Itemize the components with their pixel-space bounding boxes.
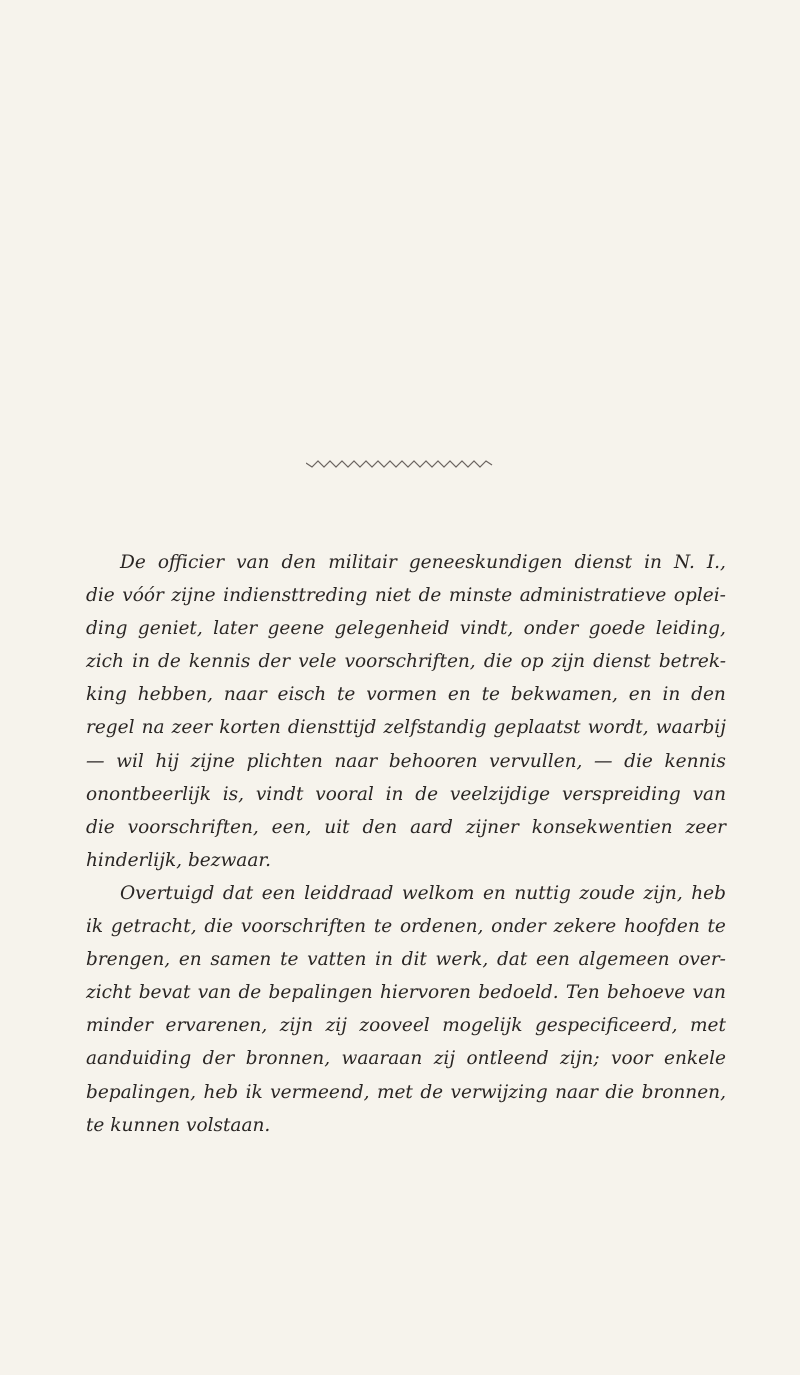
- word: gespecificeerd,: [534, 1015, 678, 1037]
- word: Overtuigd: [120, 882, 215, 904]
- word: de: [238, 982, 262, 1004]
- word: vindt,: [459, 618, 514, 640]
- text-line: [86, 612, 726, 645]
- word: heb: [203, 1081, 239, 1103]
- word: voorschriften,: [127, 816, 259, 838]
- word: dienst: [574, 552, 633, 573]
- word: ik: [86, 916, 104, 938]
- word: behoeve: [606, 982, 686, 1004]
- word: van: [236, 552, 270, 573]
- word: bronnen,: [245, 1048, 331, 1070]
- word: militair: [328, 552, 397, 573]
- word: der: [258, 651, 291, 673]
- word: voorschriften,: [344, 651, 476, 673]
- word: in: [662, 684, 681, 706]
- word: aanduiding: [86, 1048, 192, 1070]
- word: oplei-: [673, 585, 726, 607]
- word: naar: [555, 1081, 598, 1103]
- word: De: [120, 552, 146, 573]
- word: een,: [271, 816, 312, 838]
- word: aard: [410, 816, 453, 838]
- word: naar: [223, 684, 267, 706]
- text-line: [86, 976, 726, 1009]
- word: bronnen,: [641, 1081, 726, 1103]
- word: zij: [325, 1015, 347, 1037]
- word: kunnen: [110, 1114, 181, 1136]
- word: waaraan: [341, 1048, 423, 1070]
- word: verspreiding: [561, 783, 681, 805]
- word: na: [141, 717, 165, 739]
- word: dat: [496, 949, 528, 971]
- word: is,: [222, 783, 245, 805]
- word: diensttijd: [287, 717, 377, 739]
- word: N.: [673, 552, 695, 573]
- word: onder: [523, 618, 579, 640]
- word: ervarenen,: [165, 1015, 268, 1037]
- word: minste: [448, 585, 513, 607]
- word: over-: [678, 949, 726, 971]
- word: mogelijk: [442, 1015, 523, 1037]
- word: geene: [267, 618, 325, 640]
- word: kennis: [664, 750, 726, 772]
- word: —: [593, 750, 613, 772]
- word: king: [86, 684, 127, 706]
- text-line: [86, 1009, 726, 1042]
- word: een: [261, 882, 296, 904]
- word: konsekwentien: [531, 816, 673, 838]
- word: vele: [298, 651, 337, 673]
- word: minder: [86, 1015, 154, 1037]
- text-line: [86, 1042, 726, 1075]
- word: te: [336, 684, 356, 706]
- word: de: [420, 1081, 444, 1103]
- text-line: [86, 745, 726, 778]
- word: zijn;: [560, 1048, 600, 1070]
- word: vatten: [307, 949, 367, 971]
- word: officier: [157, 552, 225, 573]
- word: I.,: [706, 552, 726, 573]
- word: bekwamen,: [510, 684, 618, 706]
- word: behooren: [388, 750, 478, 772]
- word: —: [86, 750, 105, 772]
- word: van: [692, 982, 726, 1004]
- word: waarbij: [655, 717, 726, 739]
- word: op: [520, 651, 544, 673]
- word: verwijzing: [450, 1081, 548, 1103]
- word: bedoeld.: [478, 982, 559, 1004]
- word: zij: [433, 1048, 456, 1070]
- word: bepalingen,: [86, 1081, 196, 1103]
- word: welkom: [401, 882, 475, 904]
- word: bevat: [138, 982, 191, 1004]
- word: die: [204, 916, 234, 938]
- text-line: [86, 1109, 726, 1142]
- word: ding: [86, 618, 128, 640]
- text-line: [86, 678, 726, 711]
- word: den: [281, 552, 317, 573]
- word: Ten: [565, 982, 600, 1004]
- word: zeer: [685, 816, 726, 838]
- word: geplaatst: [493, 717, 581, 739]
- word: vervullen,: [489, 750, 583, 772]
- word: te: [707, 916, 726, 938]
- word: hij: [155, 750, 179, 772]
- word: indiensttreding: [223, 585, 368, 607]
- word: die: [483, 651, 513, 673]
- word: dit: [401, 949, 427, 971]
- word: volstaan.: [186, 1114, 271, 1136]
- word: met: [376, 1081, 413, 1103]
- word: de: [158, 651, 181, 673]
- text-line: [86, 844, 726, 877]
- word: zicht: [86, 982, 132, 1004]
- word: leiding,: [655, 618, 726, 640]
- word: van: [692, 783, 726, 805]
- word: geniet,: [137, 618, 203, 640]
- word: een: [535, 949, 570, 971]
- text-line: [86, 811, 726, 844]
- word: in: [132, 651, 150, 673]
- text-line: [86, 645, 726, 678]
- word: bepalingen: [268, 982, 373, 1004]
- word: te: [280, 949, 299, 971]
- word: zoude: [579, 882, 635, 904]
- word: voor: [611, 1048, 653, 1070]
- word: zelfstandig: [383, 717, 487, 739]
- text-line: [86, 943, 726, 976]
- word: niet: [374, 585, 412, 607]
- word: voorschriften: [240, 916, 367, 938]
- word: algemeen: [578, 949, 670, 971]
- word: te: [481, 684, 500, 706]
- word: dat: [222, 882, 254, 904]
- word: heb: [691, 882, 726, 904]
- word: zich: [86, 651, 124, 673]
- word: vermeend,: [270, 1081, 370, 1103]
- word: betrek-: [658, 651, 726, 673]
- word: wil: [116, 750, 144, 772]
- word: den: [691, 684, 726, 706]
- word: plichten: [246, 750, 323, 772]
- word: wordt,: [587, 717, 649, 739]
- word: de: [415, 783, 439, 805]
- text-line: [86, 778, 726, 811]
- word: zijner: [465, 816, 519, 838]
- word: enkele: [664, 1048, 726, 1070]
- word: vóór: [122, 585, 164, 607]
- word: zijn: [551, 651, 586, 673]
- decorative-rule-ornament: [306, 458, 494, 470]
- word: kennis: [188, 651, 251, 673]
- word: zekere: [553, 916, 617, 938]
- word: ontleend: [466, 1048, 549, 1070]
- word: bezwaar.: [187, 849, 272, 871]
- word: brengen,: [86, 949, 171, 971]
- word: vindt: [255, 783, 304, 805]
- word: onder: [491, 916, 546, 938]
- word: zeer: [171, 717, 213, 739]
- word: hebben,: [137, 684, 214, 706]
- word: werk,: [435, 949, 489, 971]
- word: der: [202, 1048, 235, 1070]
- text-line: [86, 877, 726, 910]
- word: hinderlijk,: [86, 849, 183, 871]
- word: de: [418, 585, 442, 607]
- word: in: [385, 783, 404, 805]
- word: die: [624, 750, 653, 772]
- word: en: [482, 882, 506, 904]
- word: zijn,: [643, 882, 683, 904]
- word: gelegenheid: [334, 618, 450, 640]
- word: den: [362, 816, 398, 838]
- word: te: [373, 916, 393, 938]
- word: administratieve: [519, 585, 667, 607]
- word: goede: [588, 618, 646, 640]
- word: uit: [324, 816, 350, 838]
- text-line: [86, 546, 726, 579]
- word: leiddraad: [304, 882, 394, 904]
- text-line: [86, 910, 726, 943]
- word: zijn: [279, 1015, 314, 1037]
- word: samen: [210, 949, 272, 971]
- word: zijne: [190, 750, 235, 772]
- word: zooveel: [359, 1015, 430, 1037]
- word: geneeskundigen: [408, 552, 563, 573]
- word: en: [178, 949, 202, 971]
- word: te: [86, 1114, 105, 1136]
- word: in: [375, 949, 393, 971]
- word: en: [447, 684, 471, 706]
- word: veelzijdige: [449, 783, 551, 805]
- word: ik: [245, 1081, 263, 1103]
- word: hoofden: [623, 916, 700, 938]
- text-line: [86, 579, 726, 612]
- word: zijne: [171, 585, 216, 607]
- word: later: [213, 618, 258, 640]
- word: getracht,: [110, 916, 197, 938]
- word: die: [605, 1081, 635, 1103]
- text-line: [86, 711, 726, 744]
- word: hiervoren: [379, 982, 471, 1004]
- word: korten: [219, 717, 281, 739]
- word: regel: [86, 717, 135, 739]
- word: nuttig: [514, 882, 571, 904]
- word: naar: [334, 750, 378, 772]
- word: onontbeerlijk: [86, 783, 211, 805]
- word: vormen: [366, 684, 438, 706]
- word: eisch: [277, 684, 327, 706]
- word: ordenen,: [399, 916, 484, 938]
- word: die: [86, 816, 115, 838]
- word: van: [197, 982, 232, 1004]
- word: vooral: [315, 783, 374, 805]
- word: met: [689, 1015, 726, 1037]
- preface-text: [86, 546, 726, 1142]
- word: en: [628, 684, 652, 706]
- word: in: [644, 552, 662, 573]
- text-line: [86, 1076, 726, 1109]
- word: dienst: [593, 651, 651, 673]
- word: die: [86, 585, 115, 607]
